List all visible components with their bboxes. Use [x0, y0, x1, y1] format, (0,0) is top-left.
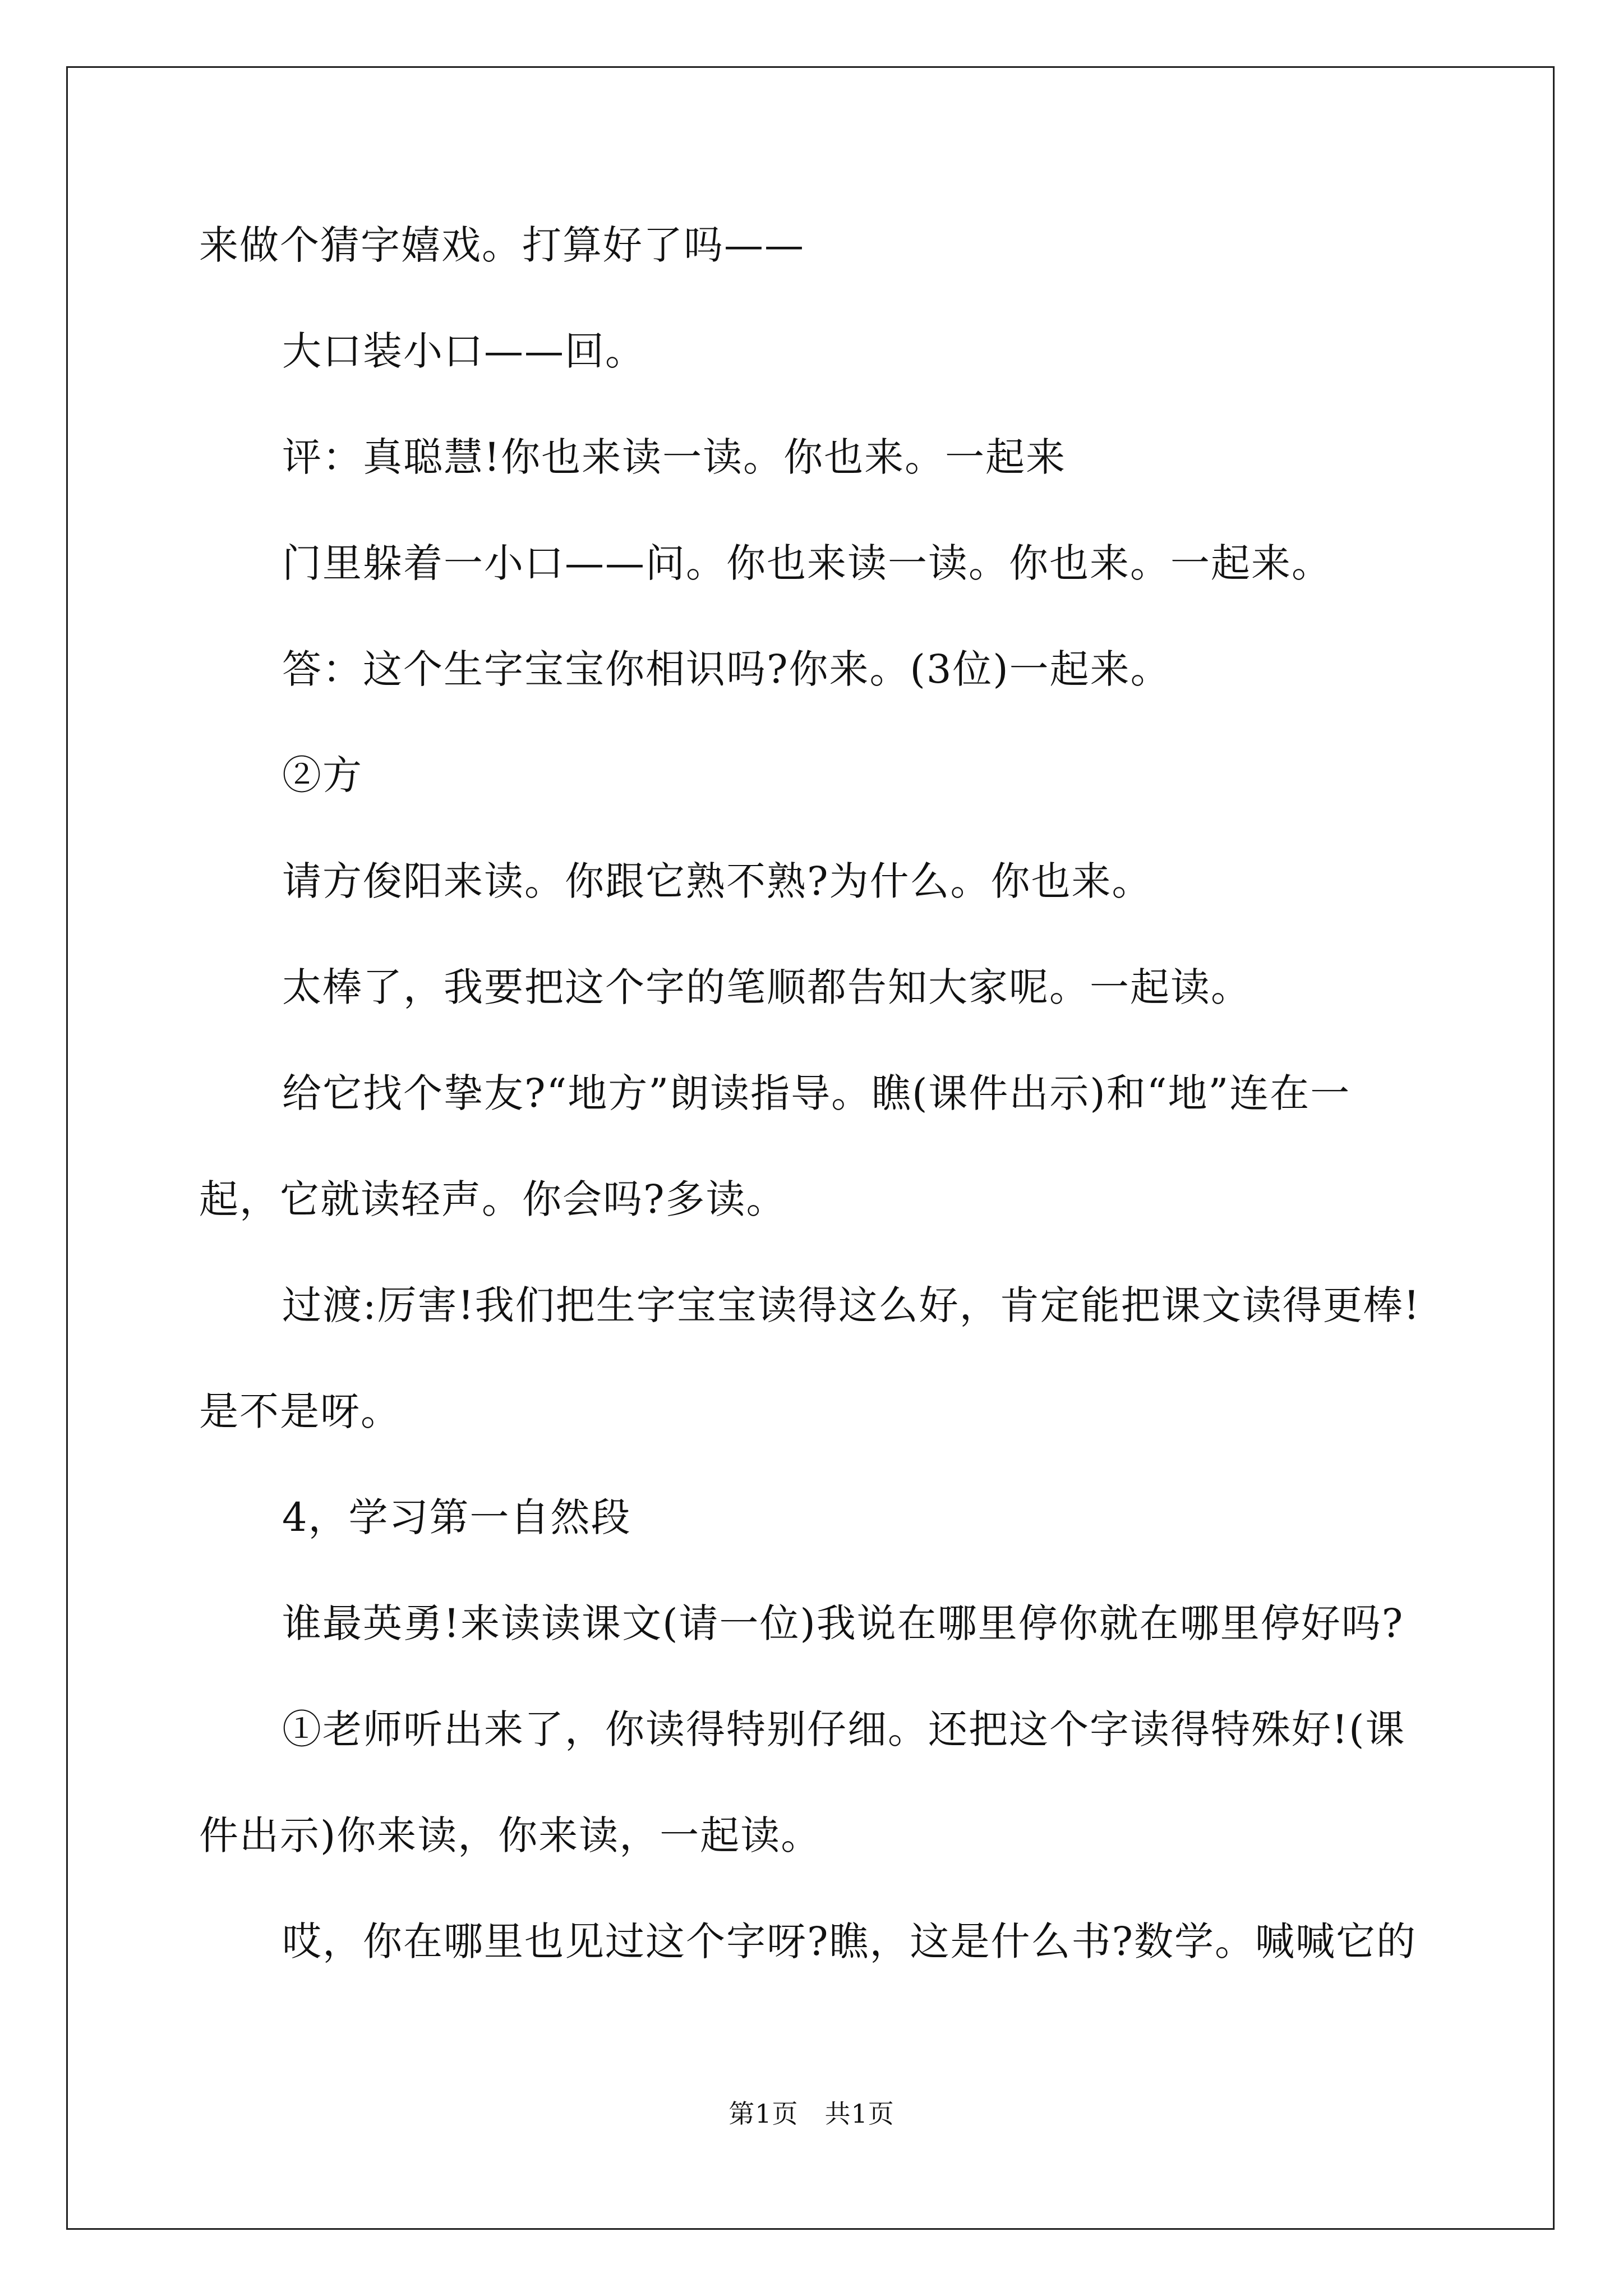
page-border [66, 66, 1555, 2230]
text-line: 大口装小口——回。 [282, 328, 645, 374]
text-line: ①老师听出来了，你读得特别仔细。还把这个字读得特殊好!(课 [282, 1706, 1406, 1752]
text-line: 给它找个挚友?“地方”朗读指导。瞧(课件出示)和“地”连在一 [282, 1070, 1351, 1116]
text-line: 门里躲着一小口——问。你也来读一读。你也来。一起来。 [282, 540, 1332, 586]
text-line: 答：这个生字宝宝你相识吗?你来。(3位)一起来。 [282, 646, 1171, 692]
text-line: 评：真聪慧!你也来读一读。你也来。一起来 [282, 434, 1067, 480]
text-line: 请方俊阳来读。你跟它熟不熟?为什么。你也来。 [282, 858, 1152, 904]
text-line: ②方 [282, 752, 363, 798]
text-line: 4，学习第一自然段 [282, 1494, 631, 1540]
text-line: 来做个猜字嬉戏。打算好了吗—— [199, 222, 805, 268]
text-line: 哎，你在哪里也见过这个字呀?瞧，这是什么书?数学。喊喊它的 [282, 1918, 1417, 1964]
text-line: 谁最英勇!来读读课文(请一位)我说在哪里停你就在哪里停好吗? [282, 1600, 1404, 1646]
text-line: 太棒了，我要把这个字的笔顺都告知大家呢。一起读。 [282, 964, 1251, 1010]
page-footer: 第1页 共1页 [728, 2099, 895, 2129]
text-line: 起，它就读轻声。你会吗?多读。 [199, 1176, 787, 1222]
text-line: 是不是呀。 [199, 1388, 401, 1434]
text-line: 过渡:厉害!我们把生字宝宝读得这么好，肯定能把课文读得更棒! [282, 1282, 1421, 1328]
text-line: 件出示)你来读，你来读，一起读。 [199, 1812, 822, 1858]
